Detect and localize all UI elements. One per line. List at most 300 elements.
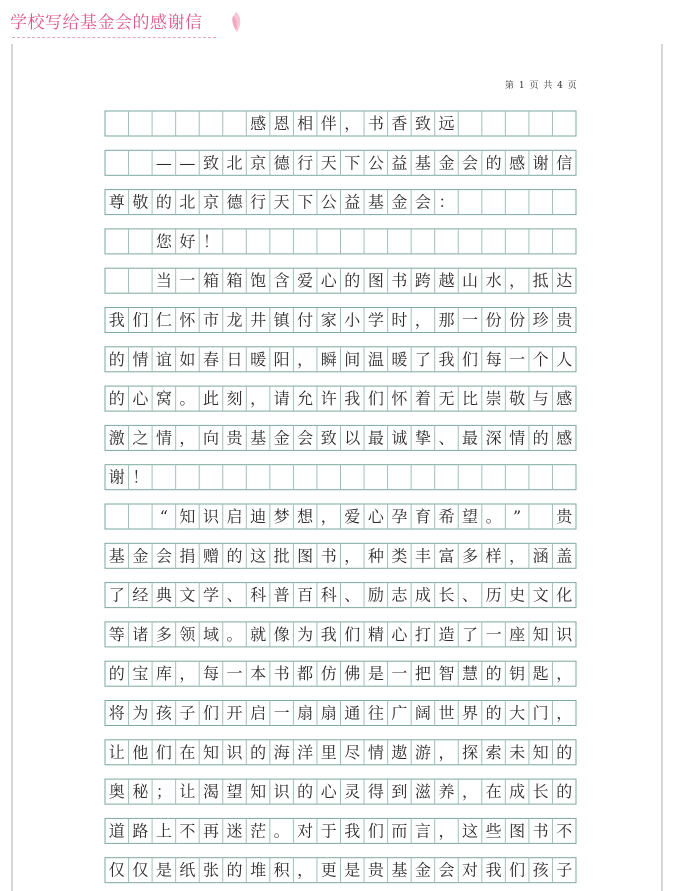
letter-char: 。 — [226, 624, 243, 644]
letter-char: 学 — [367, 310, 384, 330]
letter-char: — — [155, 153, 172, 173]
letter-char: 学 — [202, 585, 219, 605]
letter-char: 公 — [320, 192, 337, 212]
letter-char: 基 — [108, 546, 125, 566]
letter-char: 积 — [273, 860, 290, 880]
letter-char: 渴 — [202, 782, 219, 802]
letter-char: 仅 — [132, 860, 149, 880]
letter-char: 世 — [438, 703, 455, 723]
letter-char: 茫 — [250, 821, 267, 841]
letter-char: 富 — [438, 546, 455, 566]
letter-char: 史 — [509, 585, 526, 605]
letter-char: 丰 — [414, 546, 431, 566]
letter-char: 谢 — [108, 467, 125, 487]
letter-char: 京 — [250, 153, 267, 173]
letter-char: 一 — [509, 349, 526, 369]
letter-char: 成 — [414, 585, 431, 605]
letter-char: 天 — [273, 192, 290, 212]
letter-char: 类 — [391, 546, 408, 566]
letter-char: ， — [556, 664, 573, 684]
letter-char: 捐 — [179, 546, 196, 566]
letter-char: 份 — [485, 310, 502, 330]
letter-char: 向 — [202, 428, 219, 448]
letter-char: 您 — [155, 231, 172, 251]
letter-char: 怀 — [391, 389, 408, 409]
letter-char: 的 — [297, 782, 314, 802]
letter-char: 是 — [367, 664, 384, 684]
letter-char: 们 — [344, 624, 361, 644]
letter-char: 对 — [462, 860, 479, 880]
page-number: 第 1 页 共 4 页 — [505, 81, 578, 91]
letter-char: 些 — [485, 821, 502, 841]
letter-char: 抵 — [532, 271, 549, 291]
letter-char: 种 — [367, 546, 384, 566]
letter-char: 心 — [367, 507, 384, 526]
letter-char: 堆 — [250, 860, 267, 880]
letter-char: 益 — [391, 153, 408, 173]
letter-char: 情 — [132, 349, 149, 369]
letter-char: 当 — [155, 271, 172, 291]
letter-char: 们 — [509, 860, 526, 880]
letter-char: 的 — [226, 546, 243, 566]
letter-char: 爱 — [297, 271, 314, 291]
letter-char: 激 — [108, 428, 125, 448]
letter-char: 识 — [273, 782, 290, 802]
letter-char: 造 — [438, 624, 455, 644]
letter-char: 窝 — [155, 389, 172, 409]
letter-char: 文 — [179, 585, 196, 605]
letter-char: 书 — [273, 664, 290, 684]
letter-char: 我 — [320, 624, 337, 644]
letter-char: 贵 — [556, 310, 573, 330]
letter-char: 望 — [462, 507, 479, 526]
letter-char: 个 — [532, 349, 549, 369]
letter-char: 好 — [179, 231, 196, 251]
letter-char: 付 — [297, 310, 314, 330]
letter-char: 香 — [391, 114, 408, 133]
letter-char: ， — [179, 428, 196, 448]
letter-char: 书 — [532, 821, 549, 841]
letter-char: 赠 — [202, 546, 219, 566]
letter-char: 人 — [556, 349, 573, 369]
letter-char: 了 — [462, 624, 479, 644]
letter-char: 的 — [485, 703, 502, 723]
letter-char: 希 — [438, 507, 455, 526]
letter-char: 时 — [391, 310, 408, 330]
letter-char: 谢 — [532, 153, 549, 173]
letter-char: 每 — [485, 349, 502, 369]
letter-char: 孕 — [391, 507, 408, 526]
letter-char: 这 — [250, 546, 267, 566]
letter-char: “ — [159, 507, 168, 526]
letter-char: 精 — [367, 624, 384, 644]
letter-char: 含 — [273, 271, 290, 291]
letter-char: ， — [462, 782, 479, 802]
letter-char: 对 — [297, 821, 314, 841]
letter-char: 经 — [132, 585, 149, 605]
letter-char: 域 — [202, 624, 219, 644]
letter-char: 会 — [155, 546, 172, 566]
letter-char: 心 — [320, 271, 337, 291]
letter-char: 梦 — [273, 507, 290, 526]
letter-char: 一 — [462, 310, 479, 330]
letter-char: ， — [320, 507, 337, 526]
letter-char: 知 — [179, 507, 196, 526]
letter-char: 佛 — [344, 664, 361, 684]
letter-char: 恩 — [273, 114, 290, 133]
letter-char: 百 — [297, 585, 314, 605]
letter-char: 望 — [226, 782, 243, 802]
letter-char: 了 — [108, 585, 125, 605]
letter-char: 往 — [367, 703, 384, 723]
letter-char: 领 — [179, 624, 196, 644]
letter-char: 春 — [202, 349, 219, 369]
letter-char: 再 — [202, 821, 219, 841]
letter-char: 多 — [462, 546, 479, 566]
letter-char: 他 — [132, 742, 149, 762]
letter-char: 。 — [273, 821, 290, 841]
letter-char: 心 — [320, 782, 337, 802]
letter-char: 刻 — [226, 389, 243, 409]
letter-char: 一 — [273, 703, 290, 723]
letter-char: 挚 — [414, 428, 431, 448]
letter-char: 开 — [226, 703, 243, 723]
letter-char: 井 — [250, 310, 267, 330]
letter-char: 、 — [462, 585, 479, 605]
letter-char: ， — [414, 310, 431, 330]
letter-char: 的 — [250, 742, 267, 762]
letter-char: 通 — [344, 703, 361, 723]
letter-char: 我 — [344, 821, 361, 841]
letter-char: 遨 — [391, 742, 408, 762]
letter-char: 图 — [297, 546, 314, 566]
letter-char: 扇 — [297, 703, 314, 723]
letter-char: 宝 — [132, 664, 149, 684]
letter-char: 金 — [132, 546, 149, 566]
letter-char: 我 — [344, 389, 361, 409]
letter-char: 信 — [556, 153, 573, 173]
letter-char: 而 — [391, 821, 408, 841]
letter-char: 长 — [532, 782, 549, 802]
letter-char: 谊 — [155, 349, 172, 369]
letter-char: 为 — [297, 624, 314, 644]
letter-char: 北 — [179, 192, 196, 212]
letter-char: 孩 — [532, 860, 549, 880]
letter-char: 广 — [391, 703, 408, 723]
letter-char: 洋 — [297, 742, 314, 762]
letter-char: 路 — [132, 821, 149, 841]
letter-char: 文 — [532, 585, 549, 605]
letter-char: 小 — [344, 310, 361, 330]
letter-char: 志 — [391, 585, 408, 605]
letter-char: 们 — [155, 742, 172, 762]
letter-char: ， — [509, 546, 526, 566]
letter-char: 盖 — [556, 546, 573, 566]
letter-char: 阳 — [273, 349, 290, 369]
letter-char: 水 — [485, 271, 502, 291]
letter-char: 本 — [250, 664, 267, 684]
letter-char: 将 — [108, 703, 125, 723]
letter-char: 里 — [320, 742, 337, 762]
letter-char: 像 — [273, 624, 290, 644]
letter-char: 温 — [367, 349, 384, 369]
letter-char: 未 — [509, 742, 526, 762]
letter-char: ， — [556, 703, 573, 723]
letter-char: ， — [438, 742, 455, 762]
letter-char: 普 — [273, 585, 290, 605]
letter-char: 的 — [108, 349, 125, 369]
letter-char: 贵 — [556, 507, 573, 526]
letter-char: 我 — [108, 310, 125, 330]
letter-char: 情 — [155, 428, 172, 448]
letter-char: 情 — [367, 742, 384, 762]
letter-char: ， — [179, 664, 196, 684]
letter-char: 索 — [485, 742, 502, 762]
letter-char: 与 — [532, 389, 549, 409]
letter-char: 间 — [344, 349, 361, 369]
letter-char: 识 — [202, 507, 219, 526]
letter-char: 为 — [132, 703, 149, 723]
letter-char: 子 — [179, 703, 196, 723]
letter-char: 的 — [556, 742, 573, 762]
header-title: 学校写给基金会的感谢信 — [10, 13, 203, 33]
letter-char: ！ — [202, 231, 219, 251]
letter-char: 致 — [202, 153, 219, 173]
letter-char: 基 — [250, 428, 267, 448]
letter-char: 会 — [438, 860, 455, 880]
letter-char: 崇 — [485, 389, 502, 409]
letter-char: 行 — [250, 192, 267, 212]
letter-char: 历 — [485, 585, 502, 605]
letter-char: 言 — [414, 821, 431, 841]
letter-char: 我 — [438, 349, 455, 369]
letter-char: 扇 — [320, 703, 337, 723]
letter-char: 仿 — [320, 664, 337, 684]
letter-char: 益 — [344, 192, 361, 212]
letter-char: ； — [155, 782, 172, 802]
letter-char: 秘 — [132, 782, 149, 802]
letter-char: 长 — [438, 585, 455, 605]
letter-char: 会 — [462, 153, 479, 173]
letter-char: 让 — [179, 782, 196, 802]
letter-char: 等 — [108, 624, 125, 644]
letter-char: 是 — [155, 860, 172, 880]
letter-char: ， — [509, 271, 526, 291]
letter-char: 不 — [556, 821, 573, 841]
letter-char: 相 — [297, 114, 314, 133]
letter-char: 龙 — [226, 310, 243, 330]
letter-char: 知 — [202, 742, 219, 762]
letter-char: 书 — [367, 114, 384, 133]
letter-char: 的 — [485, 664, 502, 684]
letter-char: 们 — [132, 310, 149, 330]
letter-char: 一 — [226, 664, 243, 684]
letter-char: 想 — [297, 507, 314, 526]
letter-char: 书 — [320, 546, 337, 566]
letter-char: 图 — [367, 271, 384, 291]
letter-char: 样 — [485, 546, 502, 566]
letter-char: 是 — [344, 860, 361, 880]
letter-char: 基 — [367, 192, 384, 212]
letter-char: 们 — [367, 389, 384, 409]
letter-char: 之 — [132, 428, 149, 448]
letter-char: 深 — [485, 428, 502, 448]
letter-char: 情 — [509, 428, 526, 448]
letter-char: 在 — [179, 742, 196, 762]
letter-char: 天 — [320, 153, 337, 173]
letter-char: 把 — [414, 664, 431, 684]
letter-char: 上 — [155, 821, 172, 841]
letter-char: 智 — [438, 664, 455, 684]
letter-char: 批 — [273, 546, 290, 566]
letter-char: 库 — [155, 664, 172, 684]
letter-char: 尽 — [344, 742, 361, 762]
letter-char: 感 — [509, 153, 526, 173]
letter-char: 慧 — [462, 664, 479, 684]
letter-char: 科 — [320, 585, 337, 605]
letter-char: 图 — [509, 821, 526, 841]
letter-char: 仅 — [108, 860, 125, 880]
letter-char: 大 — [509, 703, 526, 723]
letter-char: 致 — [320, 428, 337, 448]
letter-char: 基 — [414, 153, 431, 173]
letter-char: ， — [250, 389, 267, 409]
letter-char: 以 — [344, 428, 361, 448]
letter-char: 许 — [320, 389, 337, 409]
letter-char: 珍 — [532, 310, 549, 330]
letter-char: 一 — [179, 271, 196, 291]
letter-char: 孩 — [155, 703, 172, 723]
letter-char: 镇 — [273, 310, 290, 330]
letter-char: 金 — [438, 153, 455, 173]
letter-char: 金 — [273, 428, 290, 448]
letter-char: 打 — [414, 624, 431, 644]
letter-char: 下 — [297, 192, 314, 212]
letter-char: 最 — [367, 428, 384, 448]
letter-char: 远 — [438, 114, 455, 133]
letter-char: 张 — [202, 860, 219, 880]
letter-char: 更 — [320, 860, 337, 880]
letter-char: 的 — [485, 153, 502, 173]
letter-char: 、 — [226, 585, 243, 605]
letter-char: 识 — [226, 742, 243, 762]
letter-char: 份 — [509, 310, 526, 330]
letter-char: 科 — [250, 585, 267, 605]
letter-char: 滋 — [414, 782, 431, 802]
letter-char: 探 — [462, 742, 479, 762]
letter-char: 在 — [485, 782, 502, 802]
letter-char: 那 — [438, 310, 455, 330]
letter-char: 启 — [226, 507, 243, 526]
letter-char: 德 — [273, 153, 290, 173]
letter-char: 、 — [344, 585, 361, 605]
letter-char: 迷 — [226, 821, 243, 841]
letter-char: 心 — [391, 624, 408, 644]
letter-char: 暖 — [391, 349, 408, 369]
letter-char: 到 — [391, 782, 408, 802]
letter-char: 界 — [462, 703, 479, 723]
letter-char: 成 — [509, 782, 526, 802]
letter-char: 们 — [462, 349, 479, 369]
letter-char: 贵 — [226, 428, 243, 448]
letter-char: 尊 — [108, 192, 125, 212]
letter-char: 知 — [532, 742, 549, 762]
letter-char: 暖 — [250, 349, 267, 369]
letter-char: 让 — [108, 742, 125, 762]
letter-char: 阔 — [414, 703, 431, 723]
letter-char: 奥 — [108, 782, 125, 802]
letter-char: ， — [438, 821, 455, 841]
letter-char: 贵 — [367, 860, 384, 880]
letter-char: 、 — [438, 428, 455, 448]
letter-char: 致 — [414, 114, 431, 133]
letter-char: 。 — [485, 507, 502, 526]
letter-char: 们 — [202, 703, 219, 723]
letter-char: 金 — [391, 192, 408, 212]
letter-char: 越 — [438, 271, 455, 291]
letter-char: 感 — [556, 428, 573, 448]
letter-char: 。 — [179, 389, 196, 409]
letter-char: ， — [297, 349, 314, 369]
letter-char: 最 — [462, 428, 479, 448]
letter-char: 跨 — [414, 271, 431, 291]
letter-char: 的 — [226, 860, 243, 880]
letter-char: 市 — [202, 310, 219, 330]
letter-char: 诸 — [132, 624, 149, 644]
letter-char: 识 — [556, 624, 573, 644]
letter-char: 会 — [297, 428, 314, 448]
letter-char: 海 — [273, 742, 290, 762]
letter-char: 敬 — [132, 192, 149, 212]
letter-char: 这 — [462, 821, 479, 841]
letter-char: 育 — [414, 507, 431, 526]
letter-char: 钥 — [509, 664, 526, 684]
letter-char: 匙 — [532, 664, 549, 684]
letter-char: 感 — [556, 389, 573, 409]
letter-char: 纸 — [179, 860, 196, 880]
letter-char: 不 — [179, 821, 196, 841]
letter-char: 的 — [532, 428, 549, 448]
letter-char: 励 — [367, 585, 384, 605]
letter-char: 的 — [344, 271, 361, 291]
letter-char: 京 — [202, 192, 219, 212]
letter-char: ， — [344, 546, 361, 566]
letter-char: 知 — [532, 624, 549, 644]
letter-char: 着 — [414, 389, 431, 409]
letter-char: 基 — [391, 860, 408, 880]
letter-char: 家 — [320, 310, 337, 330]
letter-char: 子 — [556, 860, 573, 880]
letter-char: 无 — [438, 389, 455, 409]
letter-char: 一 — [485, 624, 502, 644]
letter-char: 如 — [179, 349, 196, 369]
letter-char: 了 — [414, 349, 431, 369]
letter-char: 的 — [108, 664, 125, 684]
letter-char: 金 — [414, 860, 431, 880]
letter-char: 书 — [391, 271, 408, 291]
letter-char: 的 — [155, 192, 172, 212]
letter-char: 典 — [155, 585, 172, 605]
letter-char: 诚 — [391, 428, 408, 448]
letter-char: — — [179, 153, 196, 173]
letter-char: 会 — [414, 192, 431, 212]
letter-char: ： — [438, 192, 455, 212]
letter-char: 北 — [226, 153, 243, 173]
letter-char: 启 — [250, 703, 267, 723]
letter-char: 山 — [462, 271, 479, 291]
letter-char: ” — [513, 507, 522, 526]
letter-char: 允 — [297, 389, 314, 409]
